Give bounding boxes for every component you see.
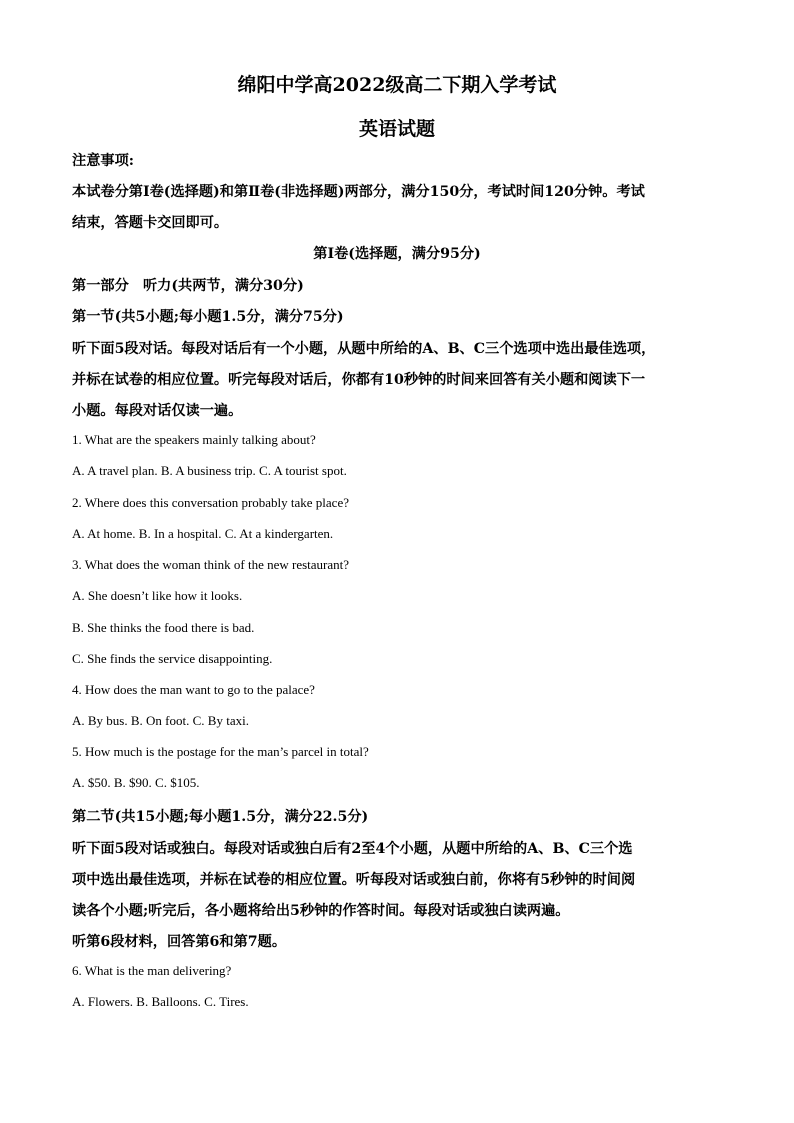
- question-4: 4. How does the man want to go to the palace?: [72, 682, 315, 697]
- section2-instruction-3: 读各个小题;听完后，各小题将给出5秒钟的作答时间。每段对话或独白读两遍。: [72, 903, 570, 919]
- section1-instruction-1: 听下面5段对话。每段对话后有一个小题，从题中所给的A、B、C三个选项中选出最佳选项，: [72, 341, 656, 357]
- section2-instruction-1: 听下面5段对话或独白。每段对话或独白后有2至4个小题，从题中所给的A、B、C三个选: [72, 841, 633, 857]
- question-4-options: A. By bus. B. On foot. C. By taxi.: [72, 713, 249, 728]
- volume1-heading: 第Ⅰ卷(选择题，满分95分): [313, 246, 481, 262]
- notice-heading: 注意事项:: [72, 153, 134, 169]
- notice-line-1: 本试卷分第Ⅰ卷(选择题)和第Ⅱ卷(非选择题)两部分，满分150分，考试时间120分钟。考试: [72, 184, 645, 200]
- question-6: 6. What is the man delivering?: [72, 963, 232, 978]
- question-6-options: A. Flowers. B. Balloons. C. Tires.: [72, 994, 249, 1009]
- material-6-heading: 听第6段材料，回答第6和第7题。: [72, 934, 287, 950]
- notice-line-2: 结束，答题卡交回即可。: [72, 215, 229, 231]
- question-1: 1. What are the speakers mainly talking about?: [72, 432, 316, 447]
- exam-title: 绵阳中学高2022级高二下期入学考试: [237, 74, 557, 96]
- question-1-options: A. A travel plan. B. A business trip. C. A tourist spot.: [72, 463, 347, 478]
- question-3-option-b: B. She thinks the food there is bad.: [72, 620, 255, 635]
- exam-subject: 英语试题: [358, 118, 435, 140]
- question-2-options: A. At home. B. In a hospital. C. At a kindergarten.: [72, 526, 334, 541]
- question-3-option-a: A. She doesn’t like how it looks.: [72, 588, 243, 603]
- section2-heading: 第二节(共15小题;每小题1.5分，满分22.5分): [72, 809, 369, 825]
- section1-instruction-2: 并标在试卷的相应位置。听完每段对话后，你都有10秒钟的时间来回答有关小题和阅读下一: [72, 372, 646, 388]
- section1-instruction-3: 小题。每段对话仅读一遍。: [72, 403, 243, 419]
- part1-heading: 第一部分 听力(共两节，满分30分): [72, 278, 304, 294]
- question-3-option-c: C. She finds the service disappointing.: [72, 651, 273, 666]
- section1-heading: 第一节(共5小题;每小题1.5分，满分75分): [72, 309, 344, 325]
- question-3: 3. What does the woman think of the new restaurant?: [72, 557, 350, 572]
- section2-instruction-2: 项中选出最佳选项，并标在试卷的相应位置。听每段对话或独白前，你将有5秒钟的时间阅: [72, 872, 636, 888]
- question-5: 5. How much is the postage for the man’s parcel in total?: [72, 744, 369, 759]
- question-2: 2. Where does this conversation probably take place?: [72, 495, 349, 510]
- question-5-options: A. $50. B. $90. C. $105.: [72, 775, 200, 790]
